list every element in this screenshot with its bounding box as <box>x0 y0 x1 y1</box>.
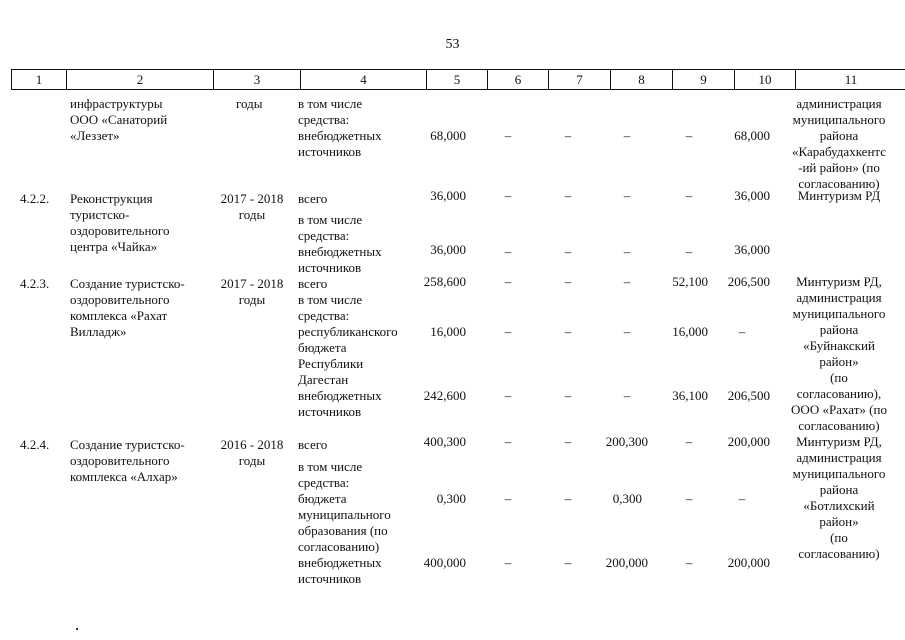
row0-exec-6: согласованию) <box>798 176 880 191</box>
row1-source-3: внебюджетных <box>298 244 382 259</box>
row2-name-1: Создание туристско- <box>70 276 185 291</box>
row2-total-label: всего <box>298 276 328 291</box>
row0-exec-1: администрация <box>796 96 882 111</box>
row1-source-1: в том числе <box>298 212 363 227</box>
row3-source-5: образования (по <box>298 523 388 538</box>
row1-name-3: оздоровительного <box>70 223 170 238</box>
row0-c7: – <box>564 128 572 143</box>
header-col-9: 9 <box>673 70 735 89</box>
row0-name-3: «Леззет» <box>70 128 120 143</box>
row2-sub2-c7: – <box>564 388 572 403</box>
row2-sub2-c6: – <box>504 388 512 403</box>
row3-source-7: внебюджетных <box>298 555 382 570</box>
row2-sub2-c9: 36,100 <box>672 388 708 403</box>
header-col-10: 10 <box>735 70 796 89</box>
row2-sub2-c10: 206,500 <box>727 388 770 403</box>
row3-sub2-c8: 200,000 <box>605 555 648 570</box>
row0-source-1: в том числе <box>298 96 363 111</box>
row3-sub2-c7: – <box>564 555 572 570</box>
row2-years-1: 2017 - 2018 <box>220 276 284 291</box>
row3-sub1-c6: – <box>504 491 512 506</box>
row3-sub2-c10: 200,000 <box>727 555 770 570</box>
row1-name-4: центра «Чайка» <box>70 239 158 254</box>
row2-total-c7: – <box>564 274 572 289</box>
row2-sub2-c8: – <box>623 388 631 403</box>
row1-total-c10: 36,000 <box>734 188 770 203</box>
row3-name-1: Создание туристско- <box>70 437 185 452</box>
row2-source-1: в том числе <box>298 292 363 307</box>
row1-total-c7: – <box>564 188 572 203</box>
row1-number: 4.2.2. <box>20 191 50 206</box>
row3-exec-4: района <box>819 482 859 497</box>
row3-total-c8: 200,300 <box>605 434 648 449</box>
page-number: 53 <box>445 37 460 52</box>
row2-source-6: Дагестан <box>298 372 349 387</box>
row3-name-3: комплекса «Алхар» <box>70 469 178 484</box>
row3-years-2: годы <box>238 453 266 468</box>
row2-exec-8: согласованию), <box>796 386 882 401</box>
row2-sub1-c5: 16,000 <box>430 324 466 339</box>
row0-exec-4: «Карабудахкентс <box>791 144 887 159</box>
row2-total-c5: 258,600 <box>423 274 466 289</box>
row0-source-2: средства: <box>298 112 350 127</box>
row3-total-c5: 400,300 <box>423 434 466 449</box>
row3-total-label: всего <box>298 437 328 452</box>
row0-name-1: инфраструктуры <box>70 96 163 111</box>
row2-name-3: комплекса «Рахат <box>70 308 168 323</box>
row2-exec-6: район» <box>819 354 859 369</box>
header-col-8: 8 <box>611 70 673 89</box>
row2-sub1-c10: – <box>738 324 746 339</box>
row3-exec-6: район» <box>819 514 859 529</box>
row2-source-4: бюджета <box>298 340 347 355</box>
row0-name-2: ООО «Санаторий <box>70 112 168 127</box>
row2-years-2: годы <box>238 292 266 307</box>
row2-name-4: Вилладж» <box>70 324 127 339</box>
row1-source-2: средства: <box>298 228 350 243</box>
row3-source-3: бюджета <box>298 491 347 506</box>
row3-sub2-c6: – <box>504 555 512 570</box>
header-col-2: 2 <box>67 70 214 89</box>
row0-c8: – <box>623 128 631 143</box>
row2-source-8: источников <box>298 404 362 419</box>
row3-exec-8: согласованию) <box>798 546 880 561</box>
row3-source-4: муниципального <box>298 507 391 522</box>
row3-sub1-c10: – <box>738 491 746 506</box>
row3-sub2-c5: 400,000 <box>423 555 466 570</box>
row1-total-c6: – <box>504 188 512 203</box>
row2-source-2: средства: <box>298 308 350 323</box>
row0-c6: – <box>504 128 512 143</box>
row3-sub1-c9: – <box>685 491 693 506</box>
row1-total-c8: – <box>623 188 631 203</box>
row3-total-c6: – <box>504 434 512 449</box>
row2-total-c8: – <box>623 274 631 289</box>
row2-sub2-c5: 242,600 <box>423 388 466 403</box>
row2-exec-5: «Буйнакский <box>803 338 875 353</box>
row1-sub-c6: – <box>504 244 512 259</box>
row2-exec-3: муниципального <box>792 306 886 321</box>
row1-sub-c7: – <box>564 244 572 259</box>
row2-exec-2: администрация <box>796 290 882 305</box>
row1-source-4: источников <box>298 260 362 275</box>
row0-exec-5: -ий район» (по <box>798 160 880 175</box>
row0-exec-3: района <box>819 128 859 143</box>
table-header <box>11 69 905 90</box>
row1-exec: Минтуризм РД <box>797 188 881 203</box>
row2-sub1-c9: 16,000 <box>672 324 708 339</box>
row3-source-8: источников <box>298 571 362 586</box>
row1-sub-c5: 36,000 <box>430 242 466 257</box>
row3-source-2: средства: <box>298 475 350 490</box>
header-col-4: 4 <box>301 70 427 89</box>
row2-sub1-c7: – <box>564 324 572 339</box>
row1-total-c9: – <box>685 188 693 203</box>
header-col-7: 7 <box>549 70 611 89</box>
row3-total-c10: 200,000 <box>727 434 770 449</box>
row0-source-3: внебюджетных <box>298 128 382 143</box>
row2-source-5: Республики <box>298 356 364 371</box>
row0-c5: 68,000 <box>430 128 466 143</box>
row3-exec-7: (по <box>830 530 848 545</box>
row3-exec-2: администрация <box>796 450 882 465</box>
row1-total-label: всего <box>298 191 328 206</box>
row3-exec-5: «Ботлихский <box>803 498 875 513</box>
header-col-5: 5 <box>427 70 488 89</box>
row2-source-7: внебюджетных <box>298 388 382 403</box>
row3-source-6: согласованию) <box>298 539 380 554</box>
row3-exec-3: муниципального <box>792 466 886 481</box>
row3-sub1-c8: 0,300 <box>612 491 642 506</box>
row1-total-c5: 36,000 <box>430 188 466 203</box>
row3-years-1: 2016 - 2018 <box>220 437 284 452</box>
header-col-3: 3 <box>214 70 301 89</box>
row3-number: 4.2.4. <box>20 437 50 452</box>
row3-sub1-c7: – <box>564 491 572 506</box>
row1-years-2: годы <box>238 207 266 222</box>
row2-total-c10: 206,500 <box>727 274 770 289</box>
header-col-6: 6 <box>488 70 549 89</box>
row3-total-c9: – <box>685 434 693 449</box>
row2-exec-1: Минтуризм РД, <box>796 274 882 289</box>
header-col-1: 1 <box>12 70 67 89</box>
row0-source-4: источников <box>298 144 362 159</box>
row3-name-2: оздоровительного <box>70 453 170 468</box>
scan-dot <box>76 628 78 630</box>
row2-exec-10: согласованию) <box>798 418 880 433</box>
row1-name-1: Реконструкция <box>70 191 153 206</box>
row0-exec-2: муниципального <box>792 112 886 127</box>
row2-name-2: оздоровительного <box>70 292 170 307</box>
row2-total-c9: 52,100 <box>672 274 708 289</box>
row2-number: 4.2.3. <box>20 276 50 291</box>
row2-sub1-c6: – <box>504 324 512 339</box>
row0-years: годы <box>236 96 263 111</box>
row2-exec-7: (по <box>830 370 848 385</box>
row1-name-2: туристско- <box>70 207 130 222</box>
row1-years-1: 2017 - 2018 <box>220 191 284 206</box>
row1-sub-c8: – <box>623 244 631 259</box>
row3-exec-1: Минтуризм РД, <box>796 434 882 449</box>
row2-exec-4: района <box>819 322 859 337</box>
row3-sub1-c5: 0,300 <box>436 491 466 506</box>
row0-c9: – <box>685 128 693 143</box>
row2-sub1-c8: – <box>623 324 631 339</box>
row1-sub-c9: – <box>685 244 693 259</box>
row2-source-3: республиканского <box>298 324 398 339</box>
row3-source-1: в том числе <box>298 459 363 474</box>
header-col-11: 11 <box>796 70 905 89</box>
row3-total-c7: – <box>564 434 572 449</box>
row2-exec-9: ООО «Рахат» (по <box>791 402 887 417</box>
row0-c10: 68,000 <box>734 128 770 143</box>
row1-sub-c10: 36,000 <box>734 242 770 257</box>
row3-sub2-c9: – <box>685 555 693 570</box>
row2-total-c6: – <box>504 274 512 289</box>
